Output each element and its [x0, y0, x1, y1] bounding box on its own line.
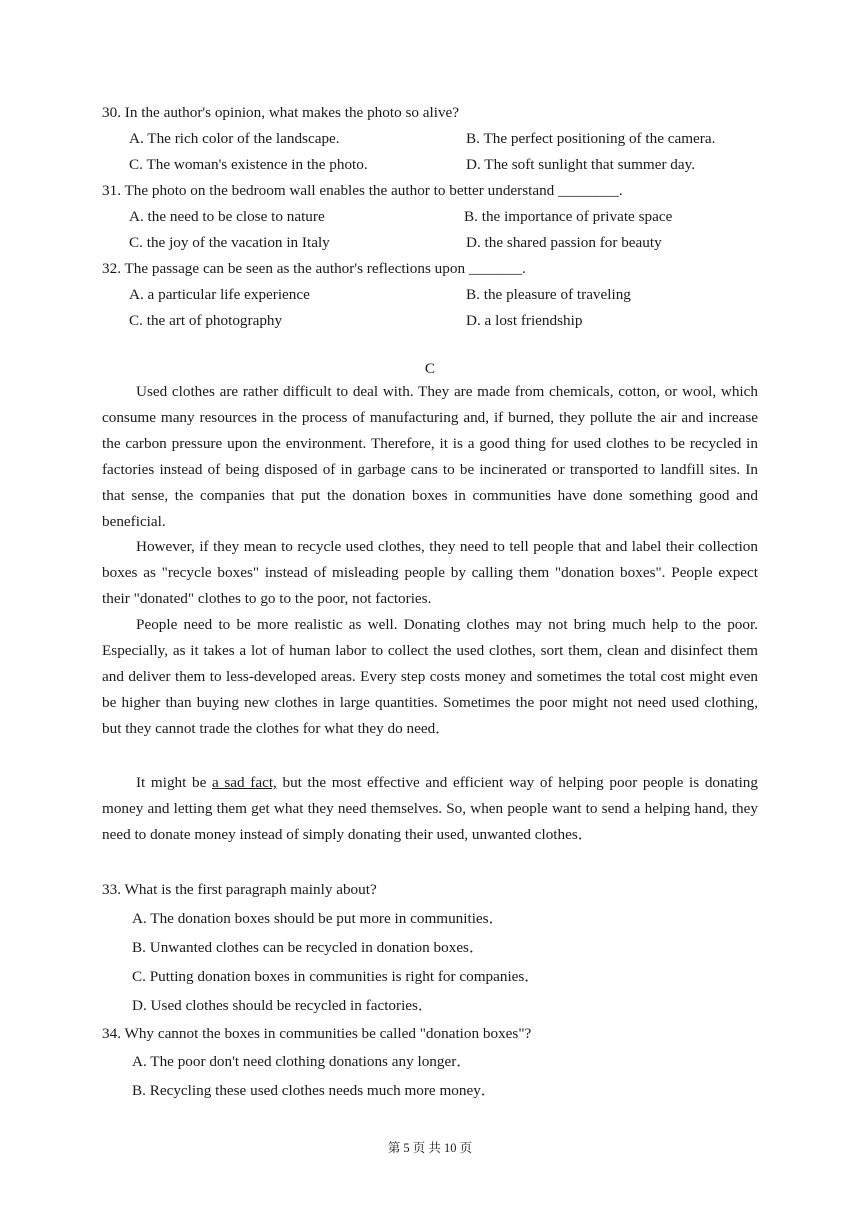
question-33-option-d: D. Used clothes should be recycled in factories． — [132, 997, 434, 1014]
question-30-option-d: D. The soft sunlight that summer day. — [466, 156, 696, 173]
question-32-option-c: C. the art of photography — [129, 312, 283, 329]
page-footer: 第 5 页 共 10 页 — [387, 1141, 473, 1155]
question-31-option-d: D. the shared passion for beauty — [466, 234, 662, 251]
underlined-phrase: a sad fact, — [212, 774, 277, 791]
question-34-stem: 34. Why cannot the boxes in communities be called "donation boxes"? — [102, 1025, 532, 1042]
question-31-option-c: C. the joy of the vacation in Italy — [129, 234, 330, 251]
question-34-option-b: B. Recycling these used clothes needs much more money． — [132, 1082, 496, 1099]
passage-paragraph-2: However, if they mean to recycle used clothes, they need to tell people that and label their collection boxes as "recycle boxes" instead of misleading people by calling them "donation boxes". People expect their "donated" clothes to go to the poor, not factories. — [102, 538, 758, 607]
paragraph-4-lead: It might be — [136, 774, 212, 791]
question-32-option-b: B. the pleasure of traveling — [466, 286, 631, 303]
question-30-option-a: A. The rich color of the landscape. — [129, 130, 340, 147]
passage-paragraph-1: Used clothes are rather difficult to deal with. They are made from chemicals, cotton, or wool, which consume many resources in the process of manufacturing and, if burned, they pollute the air and increase the carbon pressure upon the environment. Therefore, it is a good thing for used clothes to be recycled in factories instead of being disposed of in garbage cans to be incinerated or transported to landfill sites. In that sense, the companies that put the donation boxes in communities have done something good and beneficial. — [102, 383, 758, 530]
question-33-option-b: B. Unwanted clothes can be recycled in donation boxes． — [132, 939, 485, 956]
question-30-option-c: C. The woman's existence in the photo. — [129, 156, 368, 173]
question-32-option-d: D. a lost friendship — [466, 312, 583, 329]
question-31-option-b: B. the importance of private space — [464, 208, 673, 225]
passage-paragraph-4 — [102, 770, 758, 848]
question-33-option-a: A. The donation boxes should be put more in communities． — [132, 910, 504, 927]
question-31-option-a: A. the need to be close to nature — [129, 208, 325, 225]
paragraph-4-rest: but the most effective and efficient way of helping poor people is donating money and letting them get what they need themselves. So, when people want to send a helping hand, they need to donate money instead of simply donating their used, unwanted clothes． — [102, 774, 758, 843]
question-31-stem: 31. The photo on the bedroom wall enables the author to better understand ________. — [102, 182, 623, 199]
section-label: C — [424, 360, 436, 377]
question-32-stem: 32. The passage can be seen as the author's reflections upon _______. — [102, 260, 526, 277]
question-33-stem: 33. What is the first paragraph mainly about? — [102, 881, 377, 898]
question-33-option-c: C. Putting donation boxes in communities is right for companies． — [132, 968, 540, 985]
question-32-option-a: A. a particular life experience — [129, 286, 310, 303]
question-30-stem: 30. In the author's opinion, what makes the photo so alive? — [102, 104, 460, 121]
passage-paragraph-3: People need to be more realistic as well. Donating clothes may not bring much help to the poor. Especially, as it takes a lot of human labor to collect the used clothes, sort them, clean and disinfect them and deliver them to less-developed areas. Every step costs money and sometimes the total cost might even be higher than buying new clothes in large quantities. Sometimes the poor might not need used clothing, but they cannot trade the clothes for what they do need． — [102, 616, 758, 737]
question-34-option-a: A. The poor don't need clothing donations any longer． — [132, 1053, 472, 1070]
question-30-option-b: B. The perfect positioning of the camera. — [466, 130, 716, 147]
